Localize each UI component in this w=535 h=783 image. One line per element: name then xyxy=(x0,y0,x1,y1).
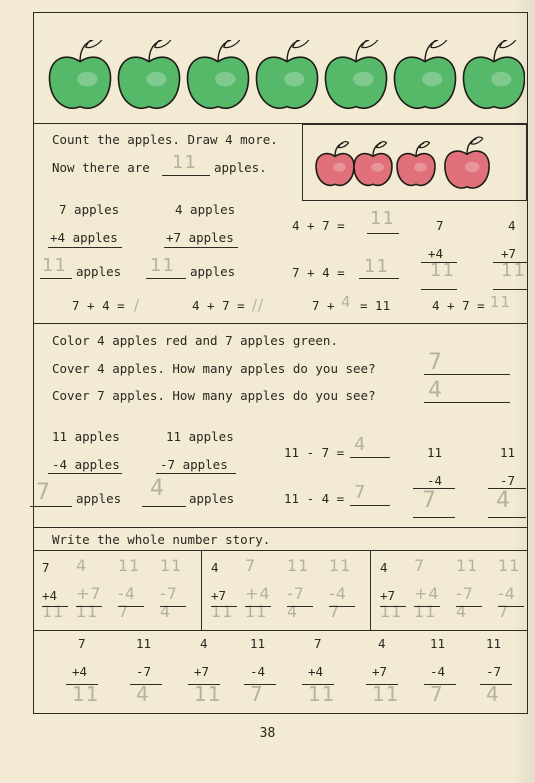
story-answer: 7 xyxy=(498,602,510,621)
divider-3 xyxy=(33,527,528,528)
story-op: +4 xyxy=(414,584,440,603)
s2-b-top: 11 apples xyxy=(166,429,234,444)
s2-question-1-answer: 7 xyxy=(428,350,443,375)
practice-rule xyxy=(244,684,276,685)
story-rule xyxy=(498,606,524,607)
story-top: 11 xyxy=(160,556,183,575)
story-answer: 11 xyxy=(42,602,65,621)
s2-eq1-blank[interactable] xyxy=(350,457,390,458)
story-problem-answer[interactable] xyxy=(287,556,321,628)
story-top: 11 xyxy=(287,556,310,575)
story-top: 4 xyxy=(211,560,219,575)
s2-a-top: 11 apples xyxy=(52,429,120,444)
practice-problem[interactable] xyxy=(424,634,460,714)
s1-b-blank[interactable] xyxy=(146,278,186,279)
s1-b-top: 4 apples xyxy=(175,202,236,217)
story-top: 7 xyxy=(245,556,257,575)
s2-v1-op: -4 xyxy=(427,473,443,488)
practice-answer: 11 xyxy=(194,682,222,706)
s2-v1-top: 11 xyxy=(427,445,443,460)
practice-top: 4 xyxy=(200,636,208,651)
story-problem-answer[interactable] xyxy=(414,556,448,628)
s1-v2-top: 4 xyxy=(508,218,516,233)
s2-v1-blank[interactable] xyxy=(413,517,455,518)
story-rule xyxy=(414,606,440,607)
story-top: 11 xyxy=(329,556,352,575)
green-apple-icon xyxy=(463,40,524,108)
red-apple-icon xyxy=(354,142,392,186)
s1-v2-blank[interactable] xyxy=(493,289,527,290)
practice-rule xyxy=(188,684,220,685)
s2-instruction-color: Color 4 apples red and 7 apples green. xyxy=(52,333,338,348)
s2-eq2: 11 - 4 = xyxy=(284,491,345,506)
s1-mid-eq2: 7 + 4 = xyxy=(292,265,345,280)
practice-rule xyxy=(480,684,512,685)
red-apple-icon xyxy=(316,142,354,186)
story-answer: 4 xyxy=(287,602,299,621)
practice-op: -7 xyxy=(136,664,152,679)
s2-v2-blank[interactable] xyxy=(488,517,526,518)
practice-op: +4 xyxy=(308,664,324,679)
instruction-count: Count the apples. Draw 4 more. xyxy=(52,132,278,147)
s1-mid-eq1-answer: 11 xyxy=(370,208,395,229)
story-problem-printed xyxy=(211,556,245,628)
practice-rule xyxy=(366,684,398,685)
s2-v2-op: -7 xyxy=(500,473,516,488)
practice-top: 4 xyxy=(378,636,386,651)
s1-b-rule xyxy=(164,247,238,248)
practice-answer: 4 xyxy=(486,682,500,706)
green-apple-icon xyxy=(394,40,455,108)
practice-op: -4 xyxy=(250,664,266,679)
s1-eq3-answer: 4 xyxy=(341,293,352,311)
s2-b-bottom: apples xyxy=(189,491,235,506)
s1-v1-op: +4 xyxy=(428,246,444,261)
story-top: 11 xyxy=(498,556,521,575)
s1-b-answer: 11 xyxy=(150,255,175,276)
practice-problem[interactable] xyxy=(130,634,166,714)
s1-mid-eq1-blank[interactable] xyxy=(367,233,399,234)
s1-eq2: 4 + 7 = xyxy=(192,298,245,313)
s2-a-answer: 7 xyxy=(36,480,51,505)
story-rule xyxy=(380,606,406,607)
red-apples-box xyxy=(302,124,527,201)
practice-problem[interactable] xyxy=(366,634,402,714)
green-apple-icon xyxy=(256,40,317,108)
story-answer: 7 xyxy=(118,602,130,621)
s2-eq1: 11 - 7 = xyxy=(284,445,345,460)
story-problem-answer[interactable] xyxy=(498,556,532,628)
s2-v1-answer: 7 xyxy=(422,488,437,513)
green-apple-icon xyxy=(49,40,110,108)
now-there-are-label: Now there are xyxy=(52,160,150,175)
divider-2 xyxy=(33,323,528,324)
story-rule xyxy=(287,606,313,607)
practice-op: +4 xyxy=(72,664,88,679)
practice-top: 11 xyxy=(486,636,502,651)
story-rule xyxy=(160,606,186,607)
page-number: 38 xyxy=(259,726,276,741)
s1-b-bottom: apples xyxy=(190,264,236,279)
story-answer: 11 xyxy=(245,602,268,621)
s2-b-blank[interactable] xyxy=(142,506,186,507)
practice-top: 7 xyxy=(78,636,86,651)
story-op: -7 xyxy=(456,584,474,603)
story-answer: 11 xyxy=(76,602,99,621)
green-apple-icon xyxy=(187,40,248,108)
practice-answer: 4 xyxy=(136,682,150,706)
practice-top: 11 xyxy=(430,636,446,651)
story-problem-printed xyxy=(380,556,414,628)
story-problem-answer[interactable] xyxy=(245,556,279,628)
s2-v2-answer: 4 xyxy=(496,488,511,513)
s2-question-2-answer: 4 xyxy=(428,378,443,403)
story-answer: 11 xyxy=(380,602,403,621)
s2-eq1-answer: 4 xyxy=(354,434,367,455)
story-problem-answer[interactable] xyxy=(329,556,363,628)
story-problem-answer[interactable] xyxy=(160,556,194,628)
s1-v1-top: 7 xyxy=(436,218,444,233)
story-rule xyxy=(329,606,355,607)
story-problem-answer[interactable] xyxy=(76,556,110,628)
practice-rule xyxy=(424,684,456,685)
s1-a-mid: +4 apples xyxy=(50,230,118,245)
story-op: +7 xyxy=(211,588,227,603)
s1-a-answer: 11 xyxy=(42,255,67,276)
practice-problem[interactable] xyxy=(302,634,338,714)
story-op: +4 xyxy=(245,584,271,603)
practice-problem[interactable] xyxy=(188,634,224,714)
story-top: 11 xyxy=(118,556,141,575)
story-answer: 11 xyxy=(211,602,234,621)
story-top: 4 xyxy=(76,556,88,575)
story-op: +7 xyxy=(76,584,102,603)
s3-title: Write the whole number story. xyxy=(52,532,271,547)
practice-problem[interactable] xyxy=(66,634,102,714)
s1-v1-blank[interactable] xyxy=(421,289,457,290)
now-there-are-answer: 11 xyxy=(172,152,197,173)
practice-top: 11 xyxy=(250,636,266,651)
practice-top: 7 xyxy=(314,636,322,651)
story-problem-answer[interactable] xyxy=(456,556,490,628)
s1-b-mid: +7 apples xyxy=(166,230,234,245)
s1-a-rule xyxy=(48,247,122,248)
practice-op: +7 xyxy=(372,664,388,679)
red-apple-icon xyxy=(445,137,489,188)
s2-eq2-blank[interactable] xyxy=(350,505,390,506)
s1-a-blank[interactable] xyxy=(40,278,72,279)
s1-mid-eq2-answer: 11 xyxy=(364,256,389,277)
story-problem-answer[interactable] xyxy=(118,556,152,628)
green-apple-icon xyxy=(325,40,386,108)
practice-answer: 11 xyxy=(372,682,400,706)
now-there-are-blank[interactable] xyxy=(162,175,210,176)
s1-eq1: 7 + 4 = xyxy=(72,298,125,313)
s2-v2-top: 11 xyxy=(500,445,516,460)
story-op: -4 xyxy=(118,584,136,603)
story-rule xyxy=(245,606,271,607)
s1-eq3-post: = 11 xyxy=(360,298,391,313)
s1-eq3-pre: 7 + xyxy=(312,298,335,313)
s1-eq2-answer: // xyxy=(252,296,265,314)
story-op: -7 xyxy=(160,584,178,603)
practice-problem[interactable] xyxy=(244,634,280,714)
s1-a-bottom: apples xyxy=(76,264,122,279)
story-top: 11 xyxy=(456,556,479,575)
practice-problem[interactable] xyxy=(480,634,516,714)
s2-a-mid: -4 apples xyxy=(52,457,120,472)
story-answer: 4 xyxy=(456,602,468,621)
story-answer: 7 xyxy=(329,602,341,621)
practice-answer: 7 xyxy=(430,682,444,706)
story-divider-1 xyxy=(201,550,202,630)
practice-answer: 11 xyxy=(308,682,336,706)
practice-rule xyxy=(302,684,334,685)
story-top: 7 xyxy=(42,560,50,575)
practice-rule xyxy=(130,684,162,685)
s1-v2-op: +7 xyxy=(501,246,517,261)
story-op: +4 xyxy=(42,588,58,603)
story-rule xyxy=(211,606,237,607)
s2-b-rule xyxy=(156,473,236,474)
story-top: 4 xyxy=(380,560,388,575)
green-apple-icon xyxy=(118,40,179,108)
s2-b-mid: -7 apples xyxy=(160,457,228,472)
s1-mid-eq2-blank[interactable] xyxy=(359,278,399,279)
s1-v2-answer: 11 xyxy=(501,260,526,281)
s1-a-top: 7 apples xyxy=(59,202,120,217)
green-apples-illustration xyxy=(45,40,525,118)
story-rule xyxy=(456,606,482,607)
story-rule xyxy=(76,606,102,607)
divider-4 xyxy=(33,550,528,551)
red-apple-icon xyxy=(397,142,435,186)
s1-mid-eq1: 4 + 7 = xyxy=(292,218,345,233)
practice-answer: 7 xyxy=(250,682,264,706)
s2-eq2-answer: 7 xyxy=(354,482,367,503)
story-divider-2 xyxy=(370,550,371,630)
practice-answer: 11 xyxy=(72,682,100,706)
s2-question-1: Cover 4 apples. How many apples do you see? xyxy=(52,361,376,376)
s1-eq1-answer: / xyxy=(134,296,141,314)
story-answer: 11 xyxy=(414,602,437,621)
story-top: 7 xyxy=(414,556,426,575)
story-op: -7 xyxy=(287,584,305,603)
red-apples-illustration xyxy=(303,125,526,200)
s2-a-rule xyxy=(48,473,122,474)
story-op: +7 xyxy=(380,588,396,603)
practice-op: +7 xyxy=(194,664,210,679)
story-answer: 4 xyxy=(160,602,172,621)
s2-a-blank[interactable] xyxy=(30,506,72,507)
practice-op: -7 xyxy=(486,664,502,679)
story-rule xyxy=(42,606,68,607)
story-op: -4 xyxy=(498,584,516,603)
story-rule xyxy=(118,606,144,607)
story-problem-printed xyxy=(42,556,76,628)
divider-5 xyxy=(33,630,528,631)
s2-a-bottom: apples xyxy=(76,491,122,506)
practice-top: 11 xyxy=(136,636,152,651)
story-op: -4 xyxy=(329,584,347,603)
s1-eq4: 4 + 7 = xyxy=(432,298,485,313)
s2-b-answer: 4 xyxy=(150,476,165,501)
practice-rule xyxy=(66,684,98,685)
s1-eq4-answer: 11 xyxy=(490,293,512,311)
practice-op: -4 xyxy=(430,664,446,679)
apples-label: apples. xyxy=(214,160,267,175)
s1-v1-answer: 11 xyxy=(430,260,455,281)
s2-question-2: Cover 7 apples. How many apples do you see? xyxy=(52,388,376,403)
